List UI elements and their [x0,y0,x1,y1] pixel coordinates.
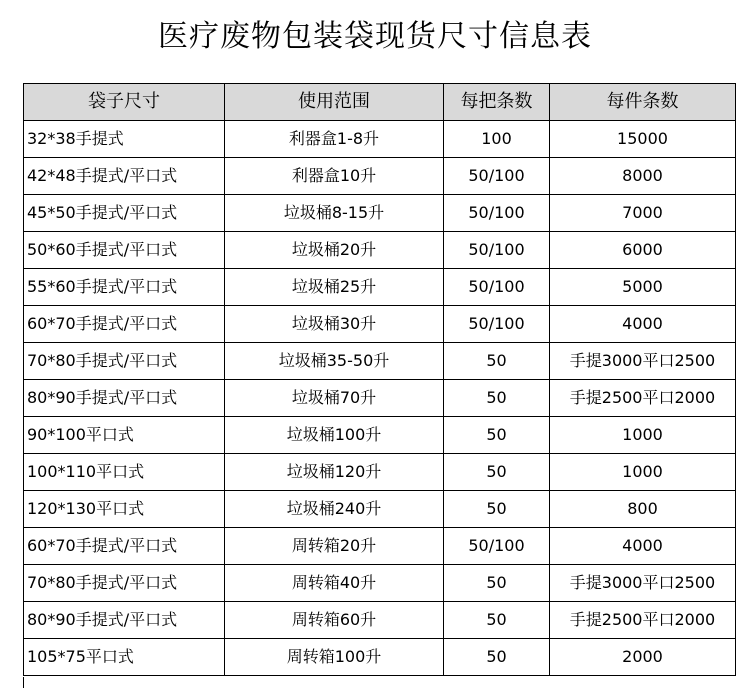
cell-per-bundle: 50/100 [444,306,550,343]
table-row [24,528,736,565]
cell-per-bundle: 50/100 [444,158,550,195]
cell-usage-range: 周转箱100升 [225,639,444,676]
table-row [24,602,736,639]
cell-usage-range: 利器盒10升 [225,158,444,195]
cell-bag-size: 105*75平口式 [24,639,225,676]
table-row [24,454,736,491]
cell-per-case: 1000 [550,454,736,491]
table-row [24,343,736,380]
table-row [24,565,736,602]
cell-usage-range: 周转箱40升 [225,565,444,602]
cell-per-case: 7000 [550,195,736,232]
cell-per-case: 6000 [550,232,736,269]
cell-per-case: 5000 [550,269,736,306]
cell-usage-range: 垃圾桶35-50升 [225,343,444,380]
cell-usage-range: 垃圾桶100升 [225,417,444,454]
header-usage-range: 使用范围 [225,84,444,121]
cell-per-case: 8000 [550,158,736,195]
table-body [24,121,736,676]
cell-usage-range: 垃圾桶25升 [225,269,444,306]
cell-usage-range: 垃圾桶240升 [225,491,444,528]
cell-usage-range: 周转箱60升 [225,602,444,639]
table-row [24,417,736,454]
cell-per-bundle: 100 [444,121,550,158]
cell-per-case: 1000 [550,417,736,454]
header-per-bundle: 每把条数 [444,84,550,121]
page-title: 医疗废物包装袋现货尺寸信息表 [158,19,592,54]
cell-usage-range: 垃圾桶20升 [225,232,444,269]
cell-bag-size: 80*90手提式/平口式 [24,602,225,639]
table-row [24,491,736,528]
cell-per-bundle: 50 [444,491,550,528]
cell-per-bundle: 50/100 [444,269,550,306]
table-row [24,306,736,343]
cell-per-case: 800 [550,491,736,528]
cell-bag-size: 120*130平口式 [24,491,225,528]
cell-per-case: 手提2500平口2000 [550,380,736,417]
size-info-table [23,83,736,676]
cell-per-case: 4000 [550,528,736,565]
cell-per-bundle: 50/100 [444,195,550,232]
cell-per-bundle: 50 [444,565,550,602]
cell-per-case: 2000 [550,639,736,676]
table-row [24,269,736,306]
cell-bag-size: 32*38手提式 [24,121,225,158]
cell-per-bundle: 50 [444,380,550,417]
cell-per-case: 手提3000平口2500 [550,565,736,602]
cell-usage-range: 周转箱20升 [225,528,444,565]
cell-usage-range: 垃圾桶70升 [225,380,444,417]
cell-per-case: 4000 [550,306,736,343]
table-row [24,195,736,232]
cell-bag-size: 60*70手提式/平口式 [24,528,225,565]
cell-bag-size: 60*70手提式/平口式 [24,306,225,343]
cell-per-case: 手提2500平口2000 [550,602,736,639]
table-row [24,121,736,158]
table-row [24,158,736,195]
cell-bag-size: 80*90手提式/平口式 [24,380,225,417]
cell-per-bundle: 50 [444,639,550,676]
cell-bag-size: 100*110平口式 [24,454,225,491]
cell-per-case: 15000 [550,121,736,158]
table-bottom-border-stub [23,677,24,688]
table-header-row [24,84,736,121]
cell-bag-size: 42*48手提式/平口式 [24,158,225,195]
cell-usage-range: 垃圾桶120升 [225,454,444,491]
cell-per-bundle: 50/100 [444,528,550,565]
cell-bag-size: 45*50手提式/平口式 [24,195,225,232]
cell-per-bundle: 50 [444,417,550,454]
cell-per-bundle: 50/100 [444,232,550,269]
cell-usage-range: 利器盒1-8升 [225,121,444,158]
table-row [24,232,736,269]
cell-usage-range: 垃圾桶8-15升 [225,195,444,232]
header-per-case: 每件条数 [550,84,736,121]
cell-per-bundle: 50 [444,602,550,639]
cell-bag-size: 90*100平口式 [24,417,225,454]
table-row [24,639,736,676]
cell-per-bundle: 50 [444,343,550,380]
cell-usage-range: 垃圾桶30升 [225,306,444,343]
header-bag-size: 袋子尺寸 [24,84,225,121]
cell-bag-size: 70*80手提式/平口式 [24,343,225,380]
cell-per-bundle: 50 [444,454,550,491]
cell-bag-size: 70*80手提式/平口式 [24,565,225,602]
cell-bag-size: 55*60手提式/平口式 [24,269,225,306]
cell-per-case: 手提3000平口2500 [550,343,736,380]
cell-bag-size: 50*60手提式/平口式 [24,232,225,269]
table-row [24,380,736,417]
